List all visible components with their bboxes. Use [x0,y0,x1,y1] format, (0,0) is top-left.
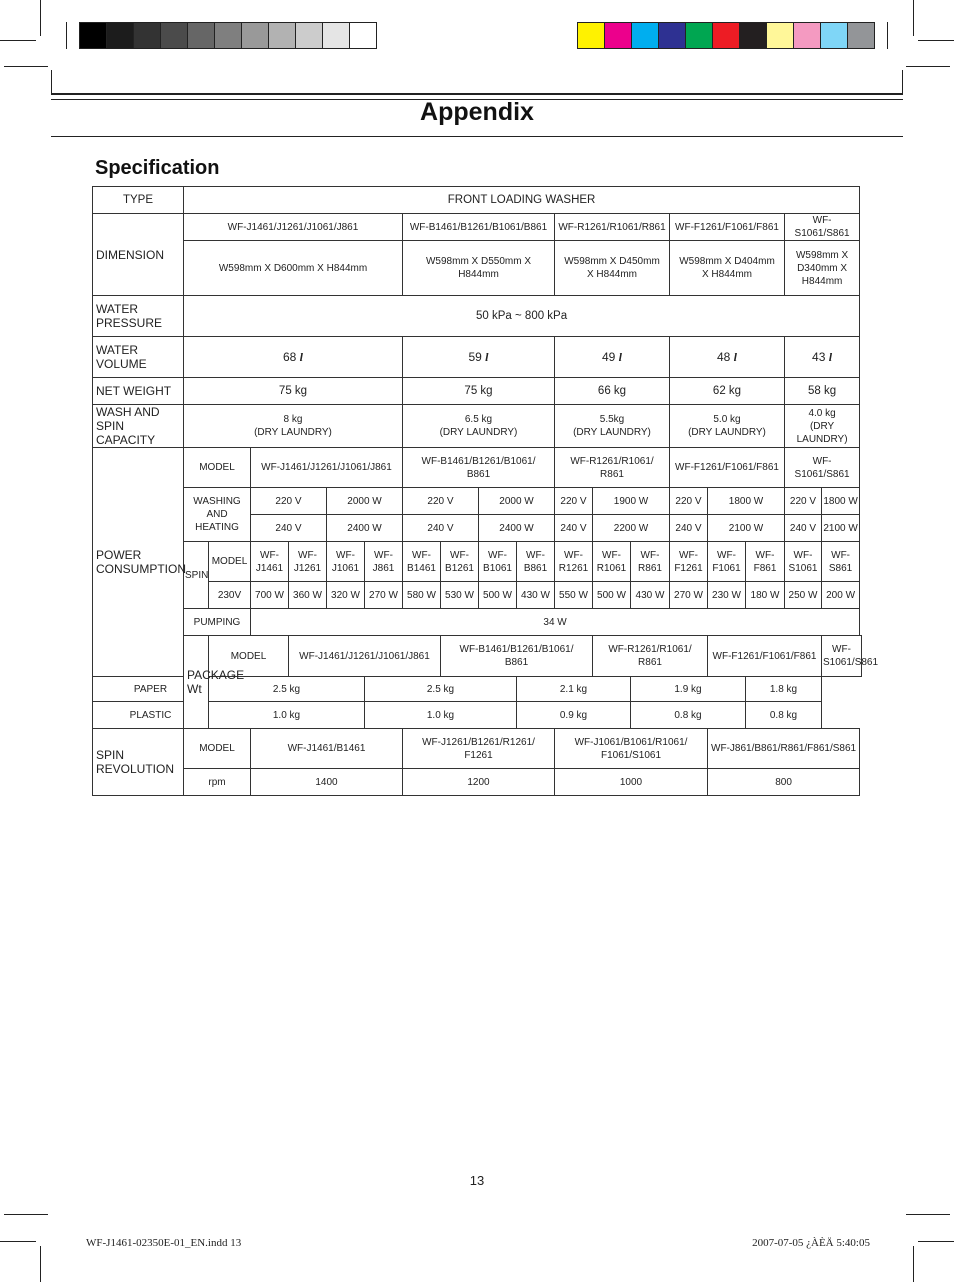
crop-mark [40,1246,41,1282]
paper-value: 2.1 kg [517,677,631,702]
row-pumping [93,609,862,636]
color-swatch [106,22,134,49]
power-model: WF-R1261/R1061/ R861 [555,448,670,488]
dimension-value: W598mm X D450mm X H844mm [555,241,670,296]
water-volume-value [403,337,555,378]
registration-tick [887,22,888,49]
plastic-value: 0.9 kg [517,702,631,729]
crop-mark [902,70,903,94]
spin-revolution-model: WF-J1061/B1061/R1061/ F1061/S1061 [555,729,708,769]
spin-model: WF- B1261 [441,542,479,582]
row-type [93,187,862,214]
plastic-value: 1.0 kg [209,702,365,729]
net-weight-value: 66 kg [555,378,670,405]
power-model: WF-B1461/B1261/B1061/ B861 [403,448,555,488]
spin-wattage: 580 W [403,582,441,609]
color-swatch [658,22,686,49]
liter-unit: l [618,350,623,364]
spin-model: WF- S1061 [785,542,822,582]
plastic-value: 1.0 kg [365,702,517,729]
water-volume-number: 68 [282,350,297,364]
type-value: FRONT LOADING WASHER [184,187,860,214]
washing-wattage: 2000 W [327,488,403,515]
color-swatch [820,22,848,49]
crop-mark [51,70,52,94]
dimension-model: WF-B1461/B1261/B1061/B861 [403,214,555,241]
washing-voltage: 240 V [555,515,593,542]
washing-voltage: 240 V [785,515,822,542]
color-swatch [739,22,767,49]
washing-wattage: 2100 W [822,515,860,542]
crop-mark [4,66,48,67]
package-model: WF-F1261/F1061/F861 [708,636,822,677]
section-title: Specification [95,157,220,179]
wash-capacity-value: 5.5kg (DRY LAUNDRY) [555,405,670,448]
dimension-value: W598mm X D404mm X H844mm [670,241,785,296]
color-swatch [631,22,659,49]
spin-wattage: 500 W [593,582,631,609]
dimension-model: WF-R1261/R1061/R861 [555,214,670,241]
paper-value: 2.5 kg [209,677,365,702]
washing-wattage: 2000 W [479,488,555,515]
crop-mark [4,1214,48,1215]
crop-mark [0,1241,36,1242]
spin-wattage: 500 W [479,582,517,609]
spin-model-label: MODEL [209,542,251,582]
crop-mark [0,40,36,41]
liter-unit: l [299,350,304,364]
spin-revolution-model: WF-J861/B861/R861/F861/S861 [708,729,860,769]
rpm-value: 1400 [251,769,403,796]
color-swatch [268,22,296,49]
spin-revolution-model: WF-J1261/B1261/R1261/ F1261 [403,729,555,769]
spin-wattage: 360 W [289,582,327,609]
pumping-label: PUMPING [184,609,251,636]
spin-model: WF- R1061 [593,542,631,582]
row-water-pressure [93,296,862,337]
color-swatch [712,22,740,49]
spin-model: WF- F1261 [670,542,708,582]
package-weight-label: PACKAGE Wt [184,636,209,729]
power-model: WF-S1061/S861 [785,448,860,488]
color-swatch [685,22,713,49]
dimension-value: W598mm X D550mm X H844mm [403,241,555,296]
crop-mark [918,40,954,41]
spin-label: SPIN [184,542,209,609]
washing-wattage: 2200 W [593,515,670,542]
row-dimension-values [93,241,862,296]
water-pressure-value: 50 kPa ~ 800 kPa [184,296,860,337]
spin-wattage: 430 W [631,582,670,609]
color-swatch [79,22,107,49]
spin-model: WF- J1461 [251,542,289,582]
color-swatch [160,22,188,49]
spin-wattage: 250 W [785,582,822,609]
spin-revolution-model-label: MODEL [184,729,251,769]
registration-tick [66,22,67,49]
crop-mark [913,0,914,36]
net-weight-value: 58 kg [785,378,860,405]
package-model: WF-B1461/B1261/B1061/ B861 [441,636,593,677]
paper-value: 1.9 kg [631,677,746,702]
washing-wattage: 2400 W [327,515,403,542]
dimension-value: W598mm X D340mm X H844mm [785,241,860,296]
row-spin-watts [93,582,862,609]
washing-wattage: 1800 W [708,488,785,515]
liter-unit: l [733,350,738,364]
type-label: TYPE [93,187,184,214]
power-model: WF-F1261/F1061/F861 [670,448,785,488]
power-consumption-label: POWER CONSUMPTION [93,448,184,677]
spin-wattage: 430 W [517,582,555,609]
package-model: WF-R1261/R1061/ R861 [593,636,708,677]
washing-wattage: 1900 W [593,488,670,515]
net-weight-value: 75 kg [184,378,403,405]
rpm-value: 1000 [555,769,708,796]
crop-mark [906,66,950,67]
row-wash-capacity [93,405,862,448]
washing-voltage: 220 V [403,488,479,515]
washing-voltage: 240 V [251,515,327,542]
package-model: WF-J1461/J1261/J1061/J861 [289,636,441,677]
spin-wattage: 700 W [251,582,289,609]
row-spin-revolution-rpm [93,769,862,796]
row-net-weight [93,378,862,405]
plastic-value: 0.8 kg [631,702,746,729]
net-weight-label: NET WEIGHT [93,378,184,405]
washing-voltage: 220 V [785,488,822,515]
rpm-value: 1200 [403,769,555,796]
specification-table [92,186,879,796]
plastic-value: 0.8 kg [746,702,822,729]
water-volume-number: 43 [812,350,826,364]
row-spin-revolution-models [93,729,862,769]
plastic-label: PLASTIC [93,702,209,729]
wash-capacity-label: WASH AND SPIN CAPACITY [93,405,184,448]
spin-voltage: 230V [209,582,251,609]
water-volume-value [555,337,670,378]
spin-revolution-label: SPIN REVOLUTION [93,729,184,796]
page-number: 13 [469,1173,485,1188]
spin-model: WF- J1261 [289,542,327,582]
row-spin-models [93,542,862,582]
water-pressure-label: WATER PRESSURE [93,296,184,337]
dimension-model: WF-S1061/S861 [785,214,860,241]
washing-voltage: 220 V [251,488,327,515]
spin-wattage: 270 W [670,582,708,609]
row-water-volume [93,337,862,378]
title-rule-bottom [51,136,903,137]
spin-wattage: 550 W [555,582,593,609]
color-swatch [604,22,632,49]
power-model-label: MODEL [184,448,251,488]
spin-model: WF- R861 [631,542,670,582]
footer-file-info: WF-J1461-02350E-01_EN.indd 13 [86,1237,242,1249]
crop-mark [906,1214,950,1215]
color-swatch [295,22,323,49]
spin-model: WF- R1261 [555,542,593,582]
spin-model: WF- B861 [517,542,555,582]
net-weight-value: 75 kg [403,378,555,405]
power-model: WF-J1461/J1261/J1061/J861 [251,448,403,488]
row-washing-220 [93,488,862,515]
color-swatch [577,22,605,49]
water-volume-value [184,337,403,378]
crop-mark [40,0,41,36]
paper-value: 1.8 kg [746,677,822,702]
spin-wattage: 320 W [327,582,365,609]
washing-wattage: 1800 W [822,488,860,515]
wash-capacity-value: 5.0 kg (DRY LAUNDRY) [670,405,785,448]
dimension-label: DIMENSION [93,214,184,296]
washing-voltage: 220 V [670,488,708,515]
washing-voltage: 240 V [403,515,479,542]
spin-wattage: 530 W [441,582,479,609]
pumping-value: 34 W [251,609,860,636]
net-weight-value: 62 kg [670,378,785,405]
liter-unit: l [828,350,833,364]
row-power-models [93,448,862,488]
washing-wattage: 2100 W [708,515,785,542]
spin-model: WF- B1461 [403,542,441,582]
rpm-label: rpm [184,769,251,796]
color-swatch [214,22,242,49]
water-volume-number: 49 [601,350,616,364]
paper-value: 2.5 kg [365,677,517,702]
washing-voltage: 240 V [670,515,708,542]
water-volume-number: 59 [468,350,482,364]
water-volume-value [785,337,860,378]
spin-model: WF- F1061 [708,542,746,582]
page-title: Appendix [420,98,534,126]
package-model-label: MODEL [209,636,289,677]
rpm-value: 800 [708,769,860,796]
spin-model: WF- J1061 [327,542,365,582]
wash-capacity-value: 6.5 kg (DRY LAUNDRY) [403,405,555,448]
spin-revolution-model: WF-J1461/B1461 [251,729,403,769]
row-package-models [93,636,862,677]
title-rule-top [51,93,903,95]
wash-capacity-value: 8 kg (DRY LAUNDRY) [184,405,403,448]
spin-model: WF- S861 [822,542,860,582]
color-swatch [187,22,215,49]
color-swatch [793,22,821,49]
color-swatch [847,22,875,49]
dimension-model: WF-J1461/J1261/J1061/J861 [184,214,403,241]
crop-mark [913,1246,914,1282]
spin-wattage: 180 W [746,582,785,609]
spin-wattage: 230 W [708,582,746,609]
color-swatch [241,22,269,49]
wash-capacity-value: 4.0 kg (DRY LAUNDRY) [785,405,860,448]
color-swatch [349,22,377,49]
row-dimension-models [93,214,862,241]
crop-mark [918,1241,954,1242]
spin-model: WF- J861 [365,542,403,582]
package-model: WF-S1061/S861 [822,636,862,677]
color-swatch [133,22,161,49]
color-swatch [322,22,350,49]
liter-unit: l [485,350,489,364]
paper-label: PAPER [93,677,209,702]
spin-model: WF- B1061 [479,542,517,582]
water-volume-value [670,337,785,378]
spin-wattage: 200 W [822,582,860,609]
washing-voltage: 220 V [555,488,593,515]
dimension-model: WF-F1261/F1061/F861 [670,214,785,241]
color-swatch [766,22,794,49]
water-volume-number: 48 [716,350,731,364]
spin-model: WF- F861 [746,542,785,582]
washing-wattage: 2400 W [479,515,555,542]
spin-wattage: 270 W [365,582,403,609]
dimension-value: W598mm X D600mm X H844mm [184,241,403,296]
footer-timestamp: 2007-07-05 ¿ÀÈÄ 5:40:05 [752,1237,870,1249]
row-package-plastic [93,702,862,729]
washing-heating-label: WASHING AND HEATING [184,488,251,542]
water-volume-label: WATER VOLUME [93,337,184,378]
